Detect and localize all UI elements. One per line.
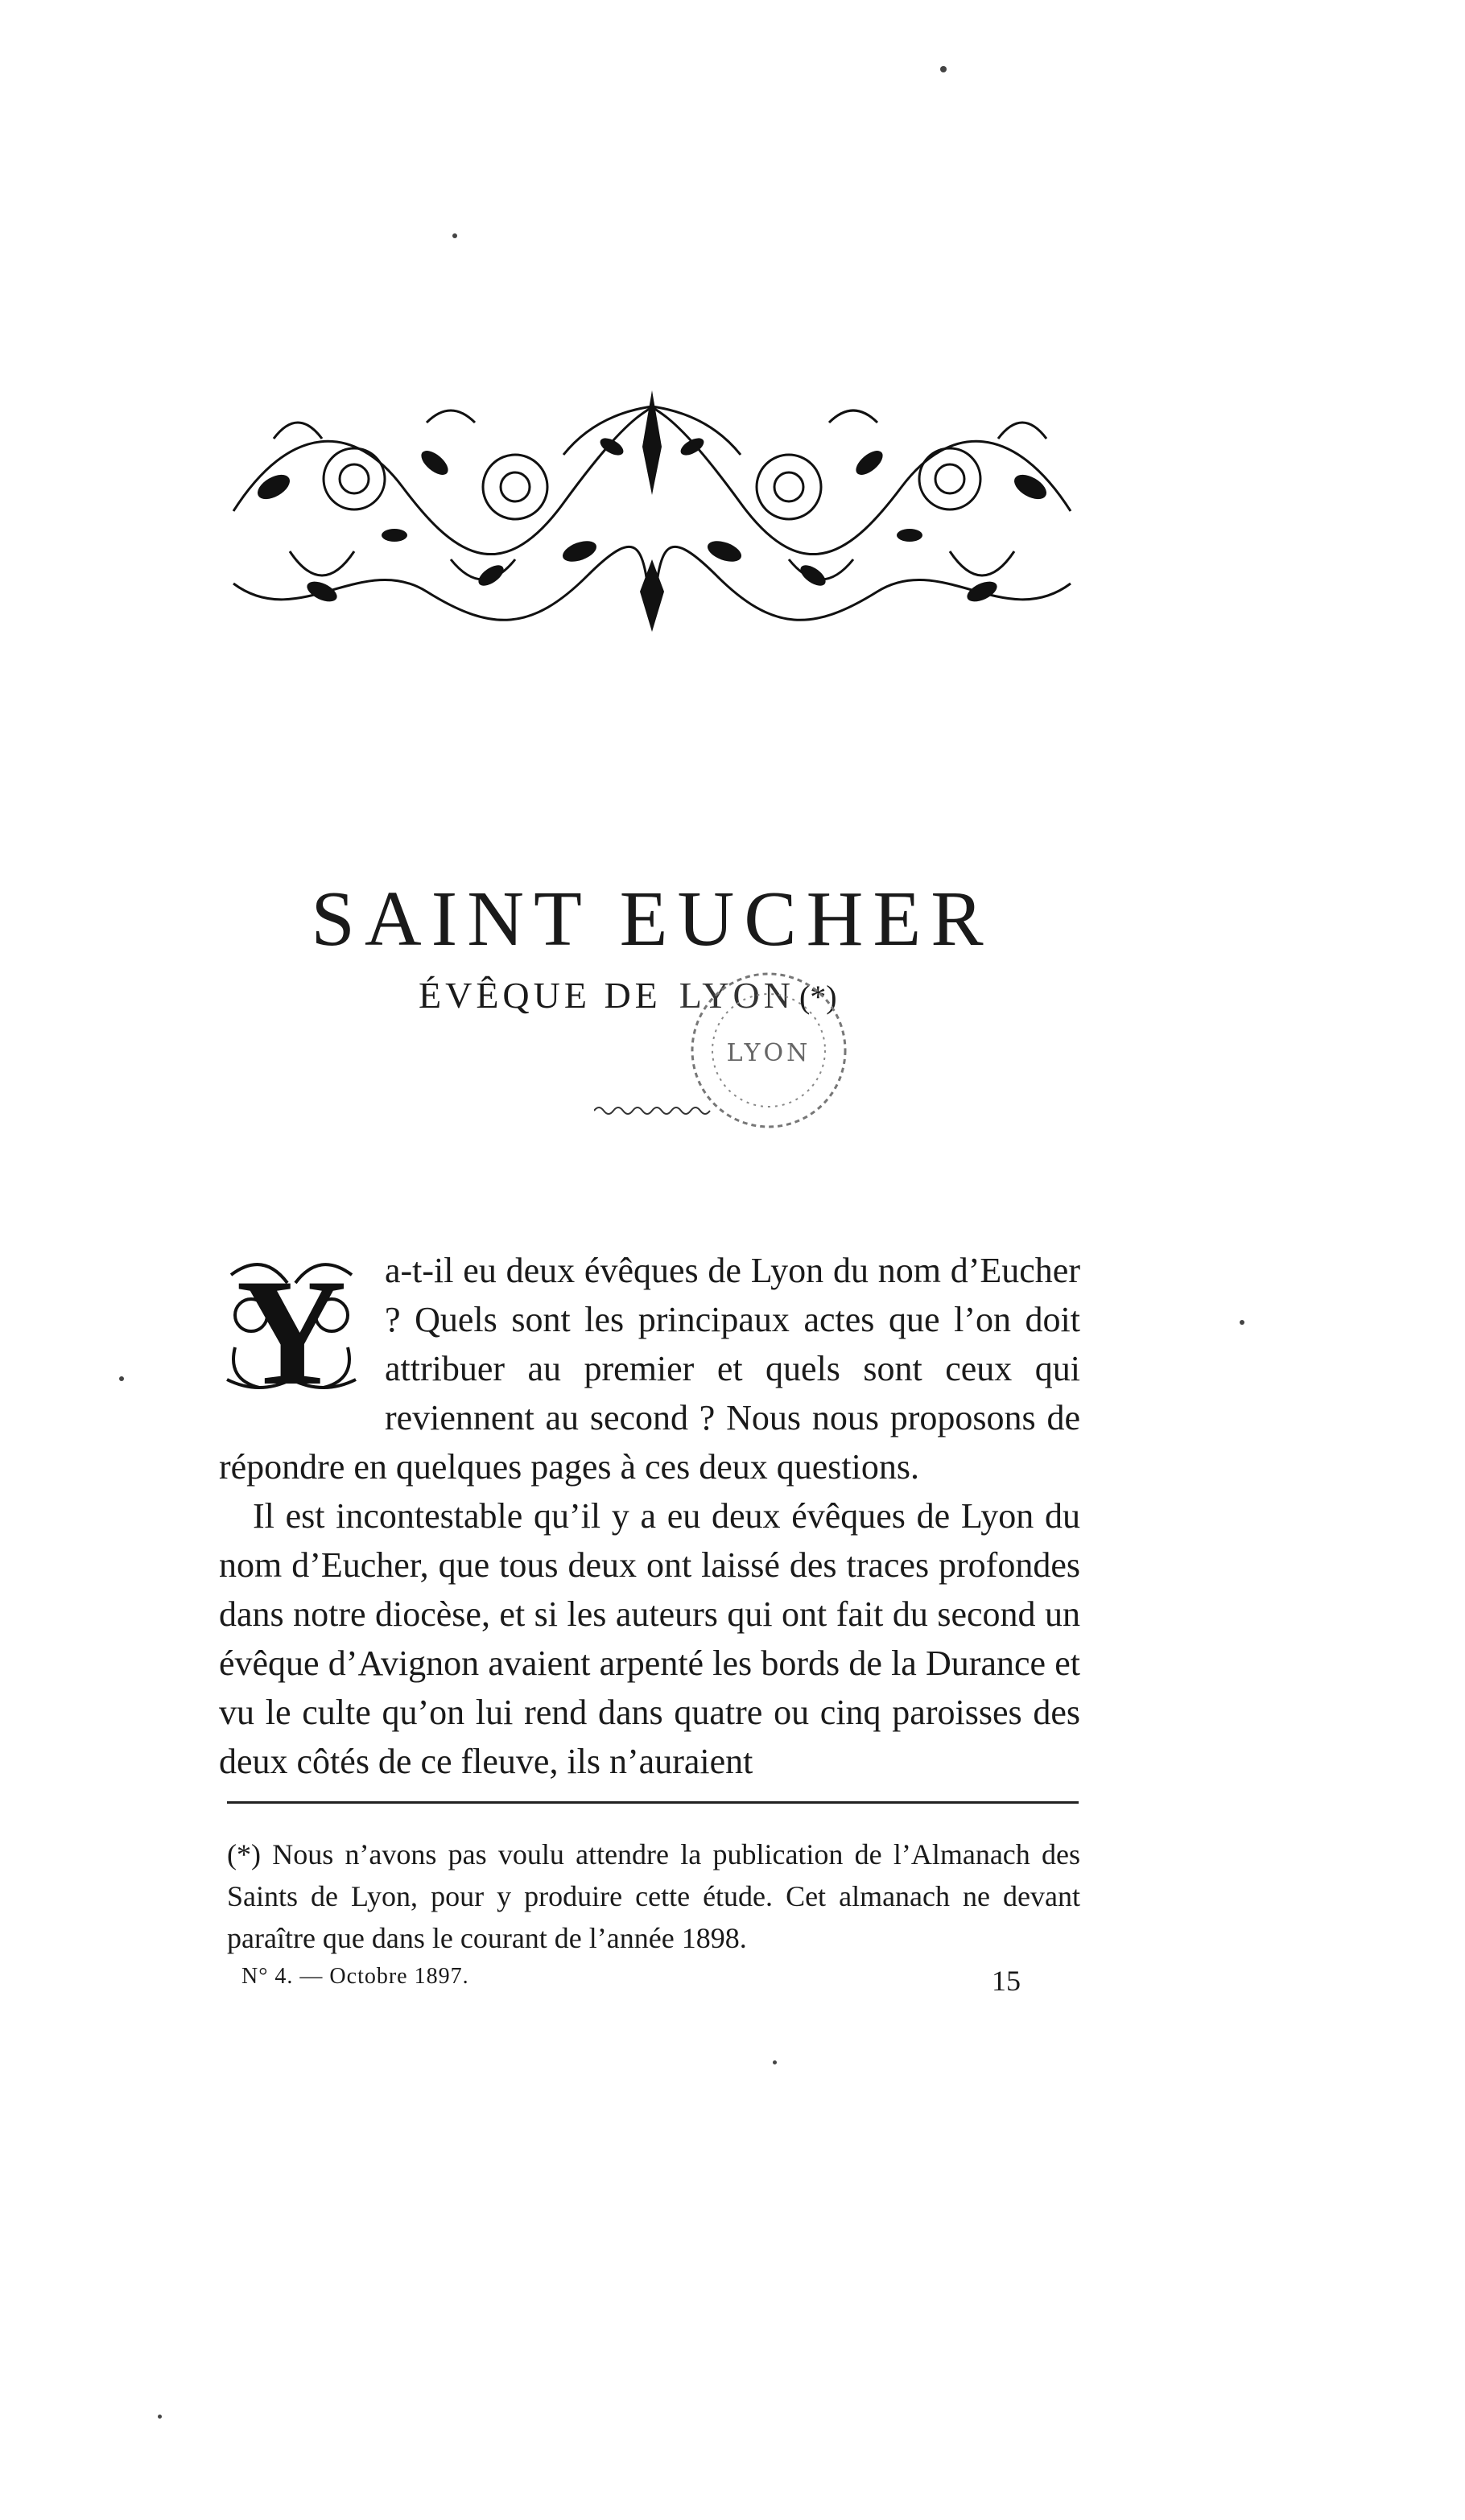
- drop-cap-letter: Y: [236, 1251, 347, 1400]
- paper-speck: [940, 66, 947, 72]
- footnote-marker: (*): [799, 979, 837, 1015]
- page-title: SAINT EUCHER: [311, 875, 993, 963]
- body-text: [219, 1246, 1080, 1786]
- stamp-text: LYON: [726, 1039, 811, 1067]
- drop-cap-initial: [219, 1251, 364, 1400]
- paper-speck: [773, 2060, 777, 2064]
- paper-speck: [158, 2415, 162, 2419]
- footnote: (*) Nous n’avons pas voulu attendre la publication de l’Almanach des Saints de Lyon, pour y produire cette étude. Cet almanach ne devant paraître que dans le courant de l’année 1898.: [227, 1838, 1080, 1954]
- paragraph-2: Il est incontestable qu’il y a eu deux évêques de Lyon du nom d’Eucher, que tous deux ont laissé des traces profondes dans notre diocèse, et si les auteurs qui ont fait du second un évêque d’Avignon avaient arpenté les bords de la Durance et vu le culte qu’on lui rend dans quatre ou cinq paroisses des deux côtés de ce fleuve, ils n’auraient: [219, 1496, 1080, 1781]
- issue-line: N° 4. — Octobre 1897.: [241, 1964, 469, 1989]
- wavy-rule: [594, 1103, 715, 1119]
- subtitle-city: LYON: [679, 975, 794, 1016]
- paper-speck: [452, 233, 457, 238]
- paragraph-1: a-t-il eu deux évêques de Lyon du nom d’Eucher ? Quels sont les principaux actes que l’on doit attribuer au premier et quels sont ceux qui reviennent au second ? Nous nous proposons de répondre en quelques pages à ces deux questions.: [219, 1251, 1080, 1487]
- paper-speck: [119, 1376, 124, 1381]
- footnote-divider: [227, 1801, 1079, 1804]
- subtitle-text: ÉVÊQUE DE: [419, 975, 662, 1016]
- paper-speck: [1240, 1320, 1244, 1325]
- headpiece-ornament: [225, 390, 1079, 632]
- page-number: 15: [992, 1965, 1021, 1997]
